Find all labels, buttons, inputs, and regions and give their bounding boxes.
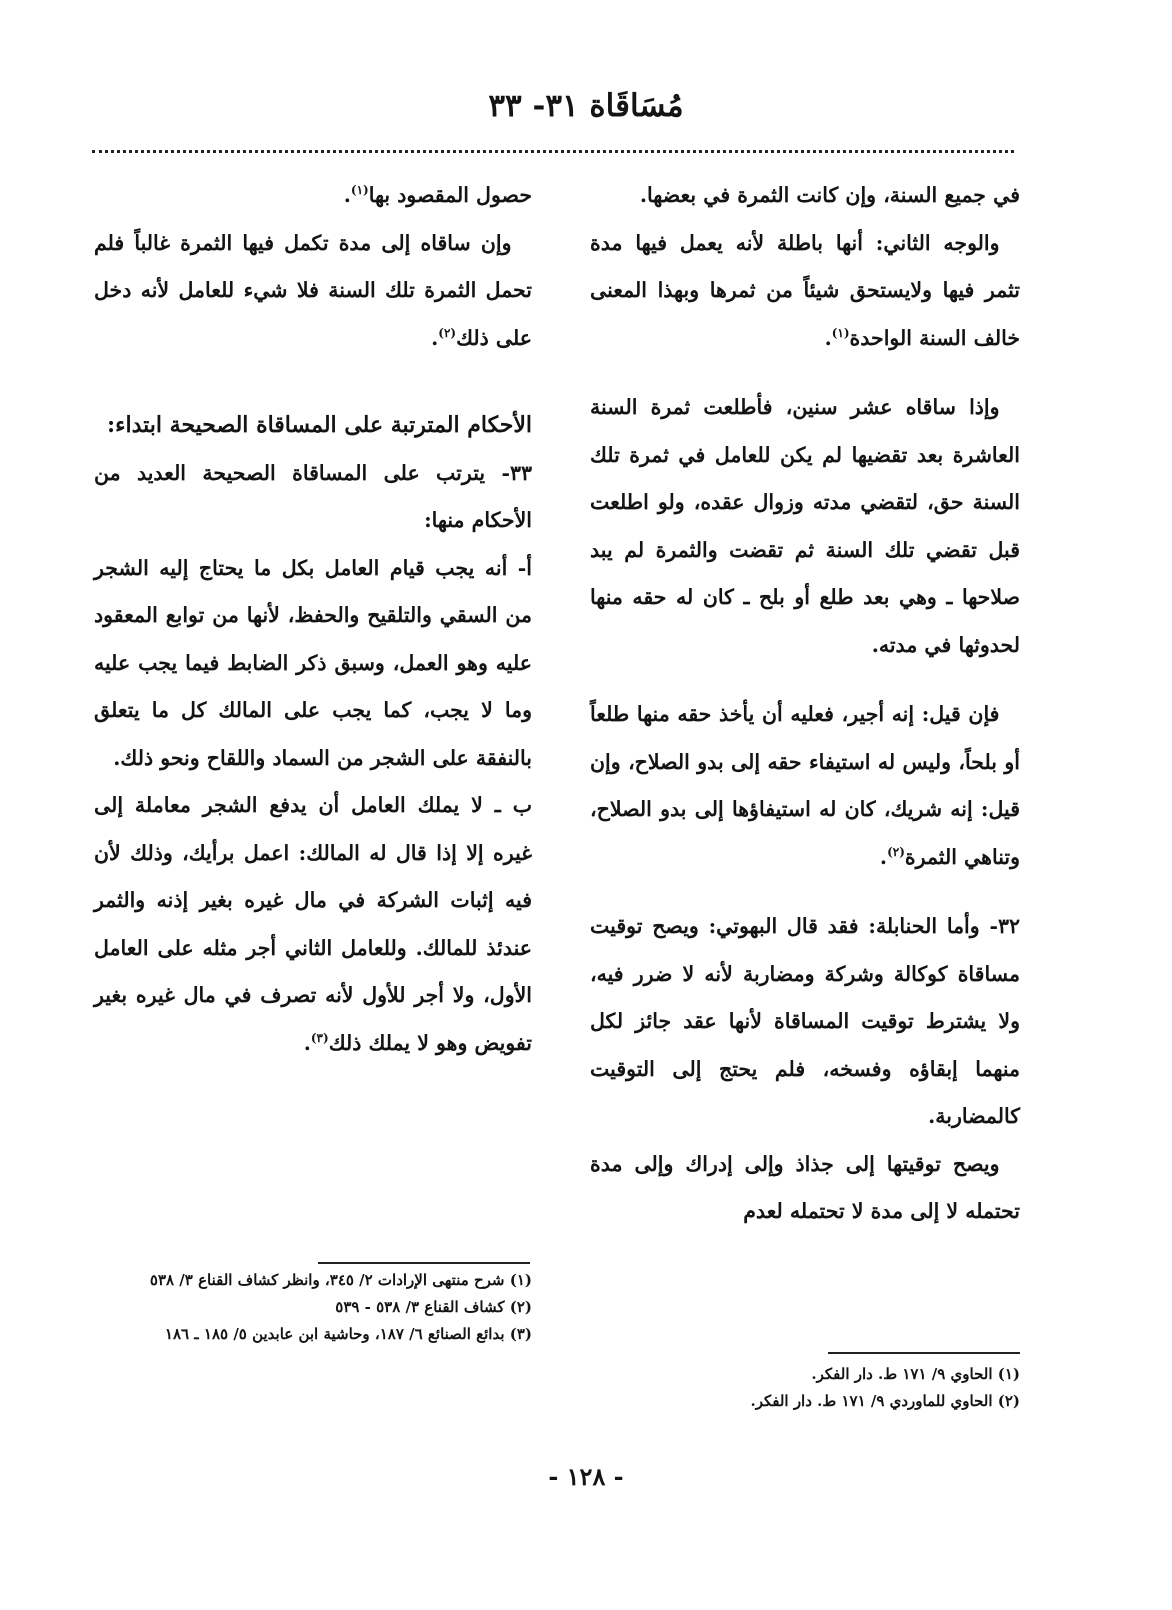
footnote-mark: (٣) — [310, 1030, 329, 1045]
right-paragraph-6-text: ويصح توقيتها إلى جذاذ وإلى إدراك وإلى مدة تحتمله لا إلى مدة لا تحتمله لعدم — [590, 1151, 1020, 1223]
footnote-mark: (١) — [831, 325, 850, 340]
footnote-rule-right — [828, 1352, 1020, 1354]
paragraph-gap — [590, 669, 1020, 691]
left-item-a-text: أنه يجب قيام العامل بكل ما يحتاج إليه الشجر من السقي والتلقيح والحفظ، لأنها من توابع المعقود عليه وهو العمل، وسبق ذكر الضابط فيما يجب عليه وما لا يجب، كما يجب على المالك كل ما يتعلق بالنفقة على الشجر من السماد واللقاح ونحو ذلك. — [94, 555, 532, 770]
right-paragraph-5 — [590, 903, 1020, 1141]
left-paragraph-3-text: يترتب على المساقاة الصحيحة العديد من الأحكام منها: — [94, 460, 532, 532]
section-heading: الأحكام المترتبة على المساقاة الصحيحة ابتداء: — [107, 412, 532, 438]
right-paragraph-2-text: والوجه الثاني: أنها باطلة لأنه يعمل فيها مدة تثمر فيها ولايستحق شيئاً من ثمرها وبهذا المعنى خالف السنة الواحدة — [590, 230, 1020, 350]
right-paragraph-3-text: وإذا ساقاه عشر سنين، فأطلعت ثمرة السنة العاشرة بعد تقضيها لم يكن للعامل في ثمرة تلك السنة حق، لتقضي مدته وزوال عقده، ولو اطلعت قبل تقضي تلك السنة ثم تقضت والثمرة لم يبد صلاحها ـ وهي بعد طلع أو بلح ـ كان له حقه منها لحدوثها في مدته. — [590, 395, 1020, 657]
right-paragraph-6 — [590, 1141, 1020, 1236]
left-column — [94, 172, 532, 1067]
footnote-right-1: (١) الحاوي ٩/ ١٧١ ط. دار الفكر. — [811, 1365, 1020, 1383]
right-column — [590, 172, 1020, 1236]
right-paragraph-4: فإن قيل: إنه أجير، فعليه أن يأخذ حقه منها طلعاً أو بلحاً، وليس له استيفاء حقه إلى بدو الصلاح، وإن قيل: إنه شريك، كان له استيفاؤها إلى بدو الصلاح، وتناهي الثمرة$^{(٢)}$. — [590, 702, 1020, 869]
footnote-mark: (١) — [350, 183, 369, 198]
left-paragraph-2-text: وإن ساقاه إلى مدة تكمل فيها الثمرة غالباً فلم تحمل الثمرة تلك السنة فلا شيء للعامل لأنه دخل على ذلك — [94, 230, 532, 350]
left-paragraph-2: وإن ساقاه إلى مدة تكمل فيها الثمرة غالباً فلم تحمل الثمرة تلك السنة فلا شيء للعامل لأنه دخل على ذلك$^{(٢)}$. — [94, 230, 532, 350]
item-b-label: ب ـ — [494, 793, 532, 817]
page-header-title: مُسَاقَاة ٣١- ٣٣ — [488, 88, 684, 124]
right-paragraph-3 — [590, 384, 1020, 669]
footnote-mark: (٢) — [438, 325, 457, 340]
footnotes-left — [94, 1268, 532, 1349]
footnote-rule-left — [318, 1262, 530, 1264]
footnotes-right — [600, 1362, 1020, 1416]
right-paragraph-2: والوجه الثاني: أنها باطلة لأنه يعمل فيها مدة تثمر فيها ولايستحق شيئاً من ثمرها وبهذا المعنى خالف السنة الواحدة$^{(١)}$. — [590, 230, 1020, 350]
right-paragraph-1: في جميع السنة، وإن كانت الثمرة في بعضها. — [639, 183, 1020, 207]
paragraph-gap — [590, 362, 1020, 384]
footnote-right-2: (٢) الحاوي للماوردي ٩/ ١٧١ ط. دار الفكر. — [750, 1392, 1020, 1410]
header-dotted-rule — [92, 150, 1014, 153]
footnote-left-1: (١) شرح منتهى الإرادات ٢/ ٣٤٥، وانظر كشاف القناع ٣/ ٥٣٨ — [149, 1271, 532, 1289]
left-item-b: ب ـ لا يملك العامل أن يدفع الشجر معاملة إلى غيره إلا إذا قال له المالك: اعمل برأيك، وذلك لأن فيه إثبات الشركة في مال غيره بغير إذنه والثمر عندئذ للمالك. وللعامل الثاني أجر مثله على العامل الأول، ولا أجر للأول لأنه تصرف في مال غيره بغير تفويض وهو لا يملك ذلك$^{(٣)}$. — [94, 793, 532, 1055]
footnote-left-2: (٢) كشاف القناع ٣/ ٥٣٨ - ٥٣٩ — [335, 1298, 532, 1316]
left-paragraph-1: حصول المقصود بها$^{(١)}$. — [343, 183, 532, 207]
left-paragraph-3 — [94, 450, 532, 545]
footnote-mark: (٢) — [887, 844, 905, 859]
item-a-label: أ- — [517, 555, 533, 580]
left-item-a — [94, 545, 532, 783]
paragraph-gap — [590, 881, 1020, 903]
section-number-33: ٣٣- — [501, 460, 533, 485]
footnote-left-3: (٣) بدائع الصنائع ٦/ ١٨٧، وحاشية ابن عابدين ٥/ ١٨٥ ـ ١٨٦ — [164, 1325, 532, 1343]
section-gap — [94, 362, 532, 402]
left-item-b-text: لا يملك العامل أن يدفع الشجر معاملة إلى غيره إلا إذا قال له المالك: اعمل برأيك، وذلك لأن فيه إثبات الشركة في مال غيره بغير إذنه والثمر عندئذ للمالك. وللعامل الثاني أجر مثله على العامل الأول، ولا أجر للأول لأنه تصرف في مال غيره بغير تفويض وهو لا يملك ذلك — [94, 793, 532, 1055]
right-paragraph-5-text: وأما الحنابلة: فقد قال البهوتي: ويصح توقيت مساقاة كوكالة وشركة ومضاربة لأنه لا ضرر فيه، ولا يشترط توقيت المساقاة لأنها عقد جائز لكل منهما إبقاؤه وفسخه، فلم يحتج إلى التوقيت كالمضاربة. — [590, 914, 1020, 1128]
right-paragraph-4-text: فإن قيل: إنه أجير، فعليه أن يأخذ حقه منها طلعاً أو بلحاً، وليس له استيفاء حقه إلى بدو الصلاح، وإن قيل: إنه شريك، كان له استيفاؤها إلى بدو الصلاح، وتناهي الثمرة — [590, 702, 1020, 869]
page-number: - ١٢٨ - — [548, 1462, 624, 1491]
section-number-32: ٣٢- — [989, 914, 1020, 938]
left-paragraph-1-text: حصول المقصود بها — [368, 183, 532, 207]
